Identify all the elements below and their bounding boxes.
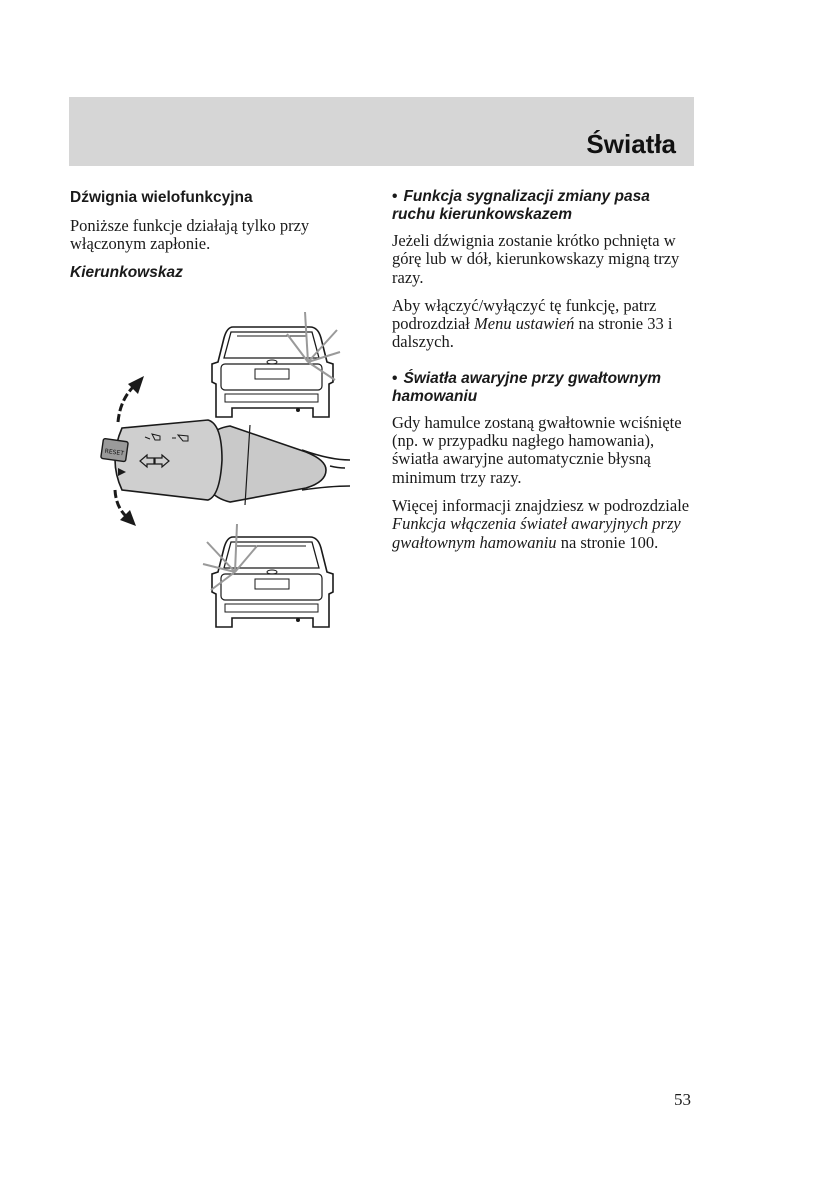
multifunction-lever-icon bbox=[101, 418, 350, 505]
section-heading: Dźwignia wielofunkcyjna bbox=[70, 189, 253, 206]
chapter-header bbox=[69, 97, 694, 166]
right-column bbox=[392, 188, 697, 562]
car-top-icon bbox=[212, 312, 340, 417]
bullet-heading-lane-change: • Funkcja sygnalizacji zmiany pasa ruchu kierunkowskazem bbox=[392, 188, 650, 223]
bullet-heading-emergency-brake: • Światła awaryjne przy gwałtownym hamowaniu bbox=[392, 369, 661, 405]
hazard-function-ref: Funkcja włączenia świateł awaryjnych przy gwałtownym hamowaniu bbox=[392, 514, 681, 552]
subsection-heading: Kierunkowskaz bbox=[70, 263, 183, 281]
left-column bbox=[70, 188, 345, 290]
menu-settings-ref: Menu ustawień bbox=[474, 314, 575, 334]
emergency-brake-paragraph: Gdy hamulce zostaną gwałtownie wciśnięte (np. w przypadku nagłego hamowania), światła awaryjne automatycznie błysną minimum trzy razy. bbox=[392, 412, 682, 487]
page-number: 53 bbox=[674, 1090, 691, 1109]
turn-signal-illustration bbox=[90, 300, 350, 635]
emergency-brake-reference: Więcej informacji znajdziesz w podrozdziale Funkcja włączenia świateł awaryjnych przy gwałtownym hamowaniu na stronie 100. bbox=[392, 495, 690, 552]
lane-change-reference: Aby włączyć/wyłączyć tę funkcję, patrz podrozdział Menu ustawień na stronie 33 i dalszych. bbox=[392, 295, 673, 352]
lane-change-paragraph: Jeżeli dźwignia zostanie krótko pchnięta w górę lub w dół, kierunkowskazy migną trzy razy. bbox=[392, 231, 680, 287]
chapter-title: Światła bbox=[586, 129, 676, 159]
car-bottom-icon bbox=[203, 524, 333, 627]
intro-paragraph: Poniższe funkcje działają tylko przy włączonym zapłonie. bbox=[70, 216, 310, 254]
reset-label: RESET bbox=[104, 447, 125, 458]
